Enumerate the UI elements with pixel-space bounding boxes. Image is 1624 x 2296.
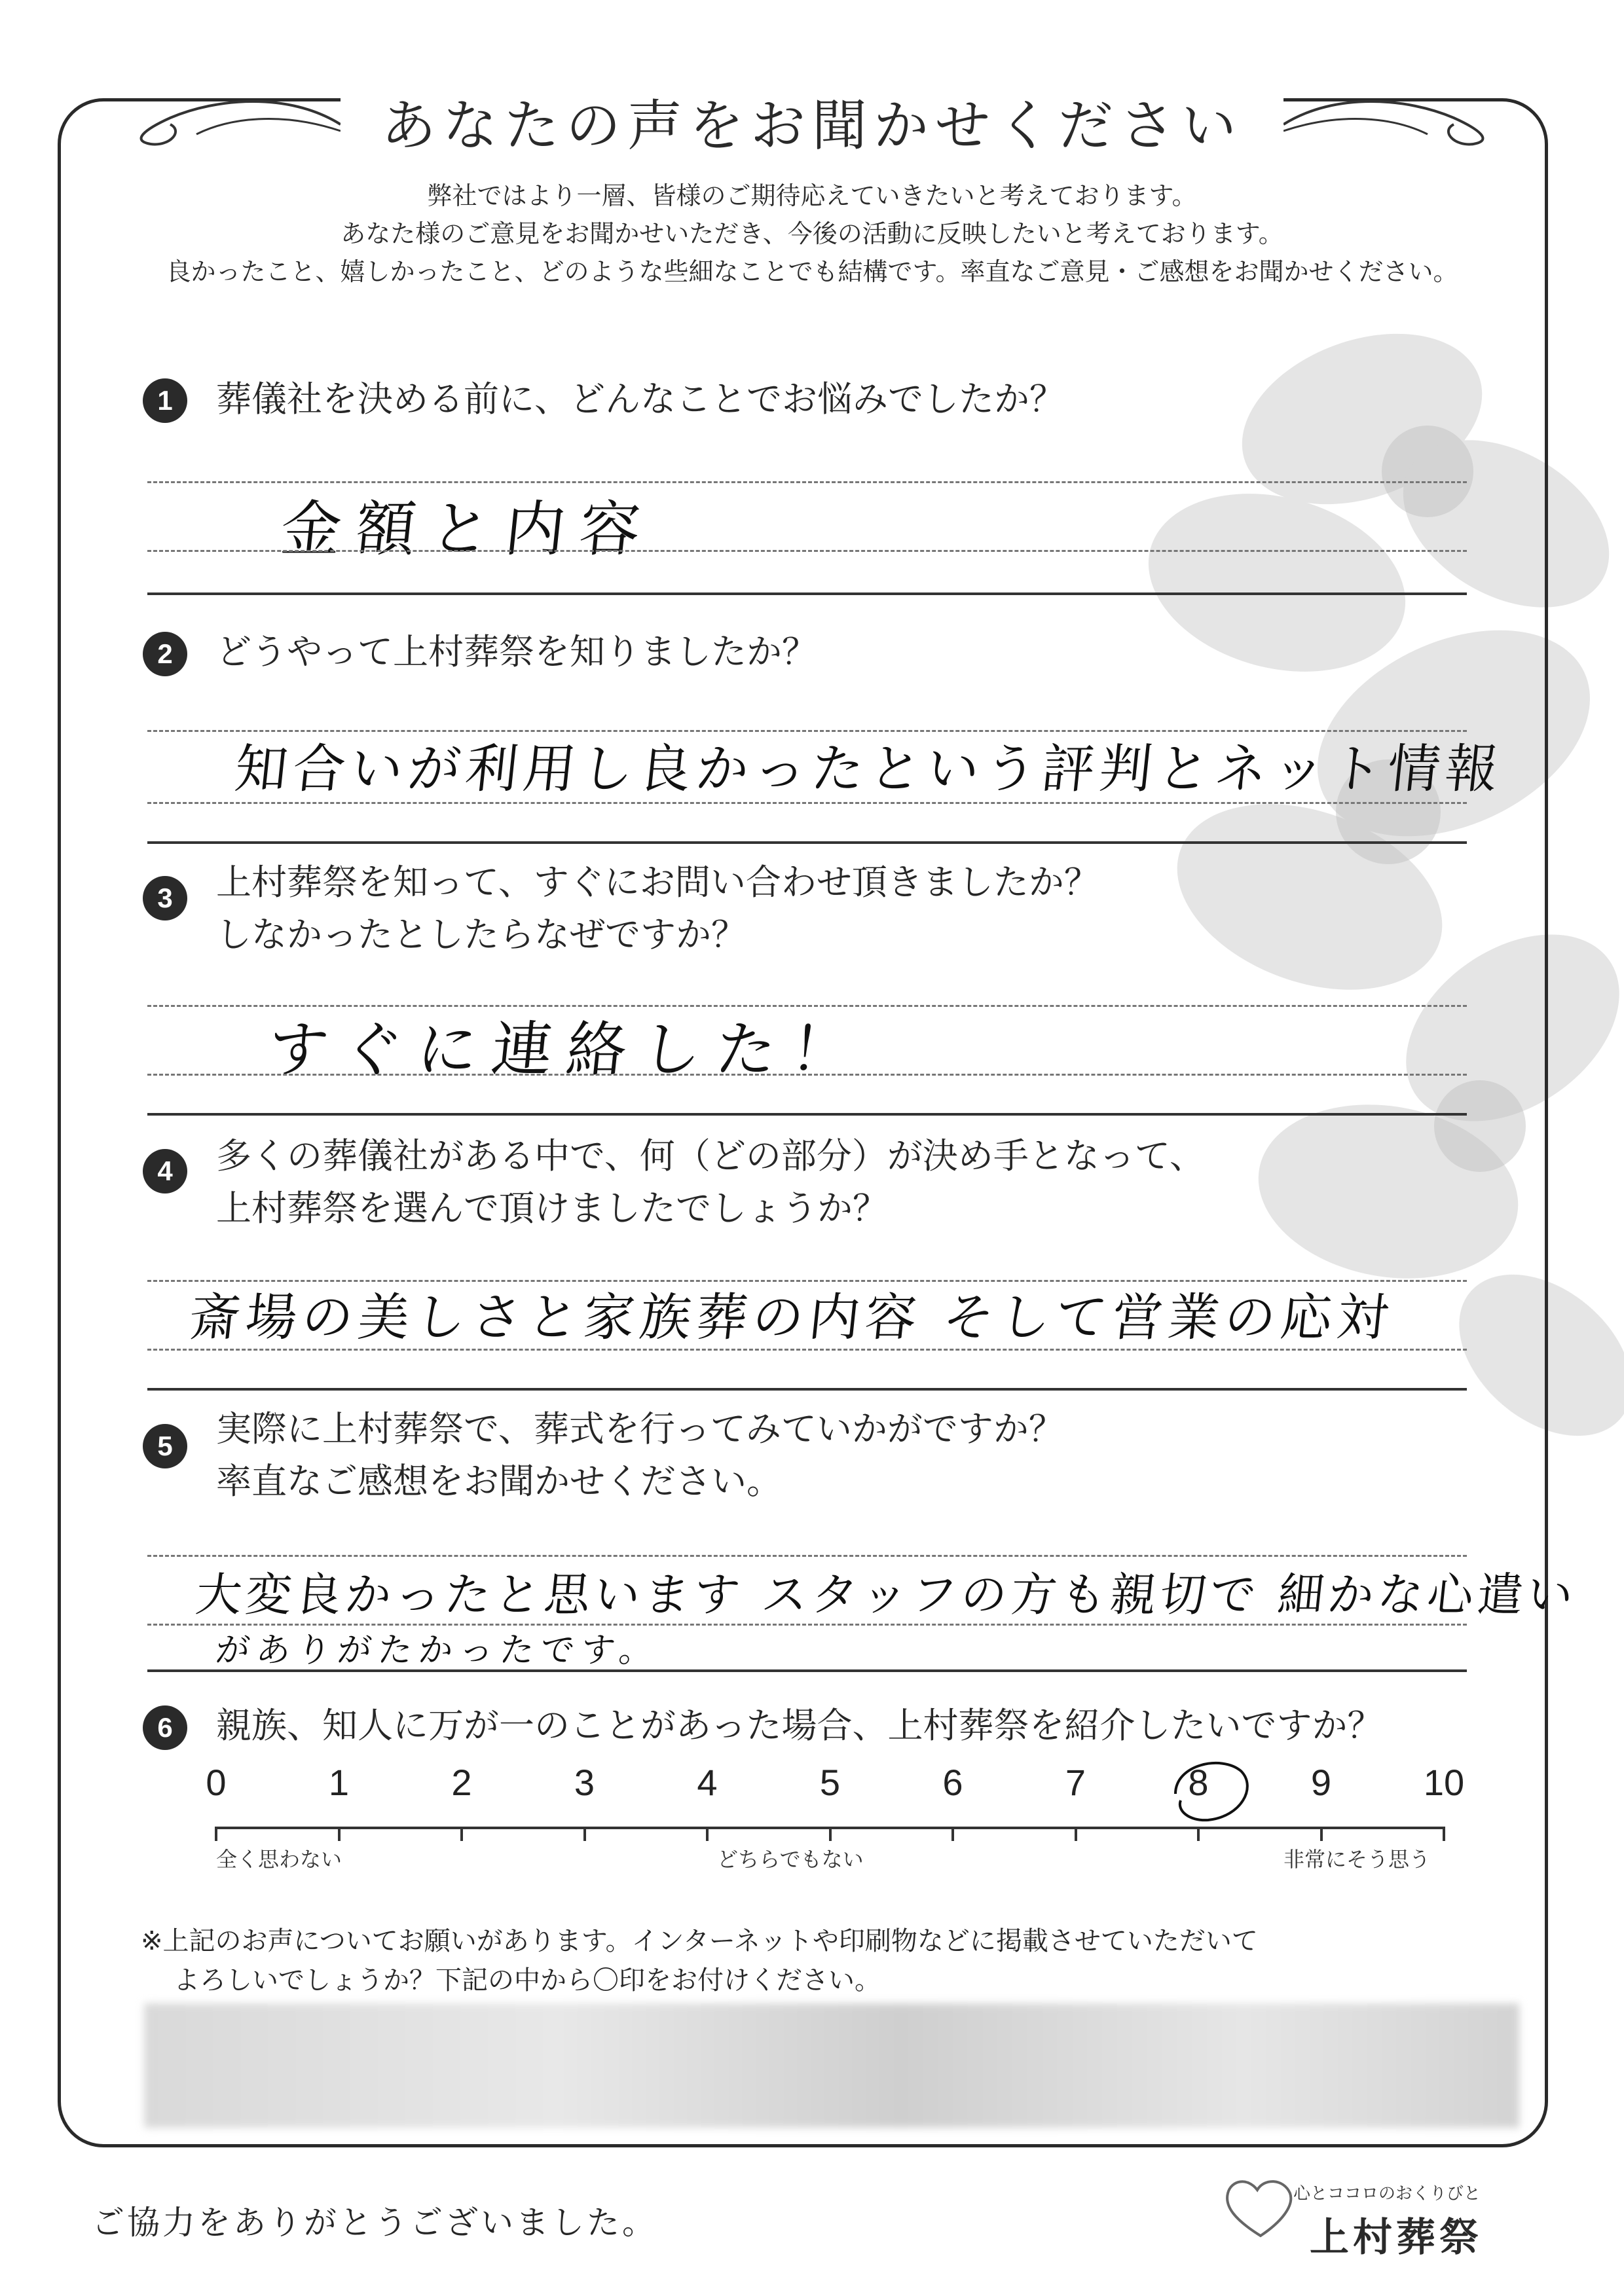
question-4-text-line-1: 多くの葬儀社がある中で、何（どの部分）が決め手となって、 bbox=[216, 1135, 1205, 1176]
question-4-text-line-2: 上村葬祭を選んで頂けましたでしょうか？ bbox=[216, 1188, 888, 1229]
question-2-answer: 知合いが利用し良かったという評判とネット情報 bbox=[232, 738, 1507, 799]
answer-guide-line bbox=[147, 1555, 1467, 1557]
scale-number[interactable]: 2 bbox=[451, 1762, 472, 1803]
question-4-answer: 斎場の美しさと家族葬の内容 そして営業の応対 bbox=[186, 1288, 1397, 1347]
question-3-answer: すぐに連絡した！ bbox=[264, 1015, 869, 1085]
scale-tick bbox=[829, 1827, 832, 1841]
intro-line: あなた様のご意見をお聞かせいただき、今後の活動に反映したいと考えております。 bbox=[341, 219, 1283, 248]
scale-mid-label: どちらでもない bbox=[717, 1847, 864, 1872]
question-6-text: 親族、知人に万が一のことがあった場合、上村葬祭を紹介したいですか？ bbox=[216, 1705, 1383, 1746]
question-3-text-line-2: しなかったとしたらなぜですか？ bbox=[216, 914, 747, 955]
section-divider bbox=[147, 592, 1467, 595]
answer-guide-line bbox=[147, 1349, 1467, 1351]
scale-number[interactable]: 0 bbox=[206, 1762, 227, 1803]
scale-number[interactable]: 6 bbox=[942, 1762, 963, 1803]
note-line: ※上記のお声についてお願いがあります。インターネットや印刷物などに掲載させていただいて bbox=[141, 1926, 1258, 1956]
intro-line: 良かったこと、嬉しかったこと、どのような些細なことでも結構です。率直なご意見・ご感想をお聞かせください。 bbox=[166, 257, 1458, 286]
question-4-number-badge: 4 bbox=[143, 1149, 187, 1194]
scale-number[interactable]: 10 bbox=[1423, 1762, 1465, 1803]
scale-tick bbox=[706, 1827, 709, 1841]
answer-guide-line bbox=[147, 550, 1467, 552]
page-title: あなたの声をお聞かせください bbox=[380, 94, 1243, 158]
left-swirl-ornament bbox=[124, 79, 347, 157]
scale-number[interactable]: 9 bbox=[1310, 1762, 1332, 1803]
scale-tick bbox=[951, 1827, 954, 1841]
thank-you-message: ご協力をありがとうございました。 bbox=[92, 2204, 657, 2242]
scale-number[interactable]: 1 bbox=[328, 1762, 350, 1803]
intro-text bbox=[98, 177, 1526, 291]
answer-guide-line bbox=[147, 1074, 1467, 1076]
scale-number[interactable]: 7 bbox=[1065, 1762, 1086, 1803]
section-divider bbox=[147, 841, 1467, 844]
heart-logo-icon bbox=[1221, 2170, 1300, 2242]
section-divider bbox=[147, 1669, 1467, 1672]
question-6-number-badge: 6 bbox=[143, 1705, 187, 1750]
publication-consent-note bbox=[141, 1922, 1258, 2000]
scale-high-label: 非常にそう思う bbox=[1283, 1847, 1431, 1872]
question-5-answer-line-1: 大変良かったと思います スタッフの方も親切で 細かな心遣い bbox=[193, 1568, 1580, 1622]
selected-rating-circle-mark bbox=[1162, 1748, 1261, 1833]
question-2-text: どうやって上村葬祭を知りましたか？ bbox=[216, 631, 817, 672]
scale-tick bbox=[1443, 1827, 1445, 1841]
answer-guide-line bbox=[147, 802, 1467, 804]
scale-tick bbox=[1320, 1827, 1323, 1841]
intro-line: 弊社ではより一層、皆様のご期待応えていきたいと考えております。 bbox=[427, 181, 1197, 210]
question-1-number-badge: 1 bbox=[143, 378, 187, 423]
scale-number[interactable]: 3 bbox=[574, 1762, 595, 1803]
brand-name: 上村葬祭 bbox=[1310, 2215, 1483, 2261]
scale-tick bbox=[1075, 1827, 1077, 1841]
question-3-number-badge: 3 bbox=[143, 876, 187, 920]
note-line: よろしいでしょうか？下記の中から〇印をお付けください。 bbox=[174, 1965, 881, 1995]
scale-number[interactable]: 8 bbox=[1188, 1762, 1209, 1803]
scale-tick bbox=[215, 1827, 217, 1841]
question-1-answer: 金額と内容 bbox=[277, 494, 658, 564]
blurred-consent-options bbox=[144, 2003, 1519, 2128]
scale-tick bbox=[338, 1827, 341, 1841]
question-5-number-badge: 5 bbox=[143, 1424, 187, 1468]
question-2-number-badge: 2 bbox=[143, 632, 187, 676]
scale-number[interactable]: 4 bbox=[697, 1762, 718, 1803]
section-divider bbox=[147, 1113, 1467, 1116]
question-5-text-line-2: 率直なご感想をお聞かせください。 bbox=[216, 1461, 782, 1502]
question-5-text-line-1: 実際に上村葬祭で、葬式を行ってみていかがですか？ bbox=[216, 1408, 1064, 1449]
brand-tagline: 心とココロのおくりびと bbox=[1293, 2184, 1481, 2204]
right-swirl-ornament bbox=[1277, 79, 1500, 157]
question-1-text: 葬儀社を決める前に、どんなことでお悩みでしたか？ bbox=[216, 378, 1065, 420]
scale-number[interactable]: 5 bbox=[819, 1762, 841, 1803]
scale-tick bbox=[460, 1827, 463, 1841]
section-divider bbox=[147, 1388, 1467, 1391]
scale-low-label: 全く思わない bbox=[216, 1847, 342, 1872]
question-5-answer-line-2: がありがたかったです。 bbox=[213, 1631, 662, 1670]
scale-tick bbox=[583, 1827, 586, 1841]
question-3-text-line-1: 上村葬祭を知って、すぐにお問い合わせ頂きましたか？ bbox=[216, 862, 1099, 903]
